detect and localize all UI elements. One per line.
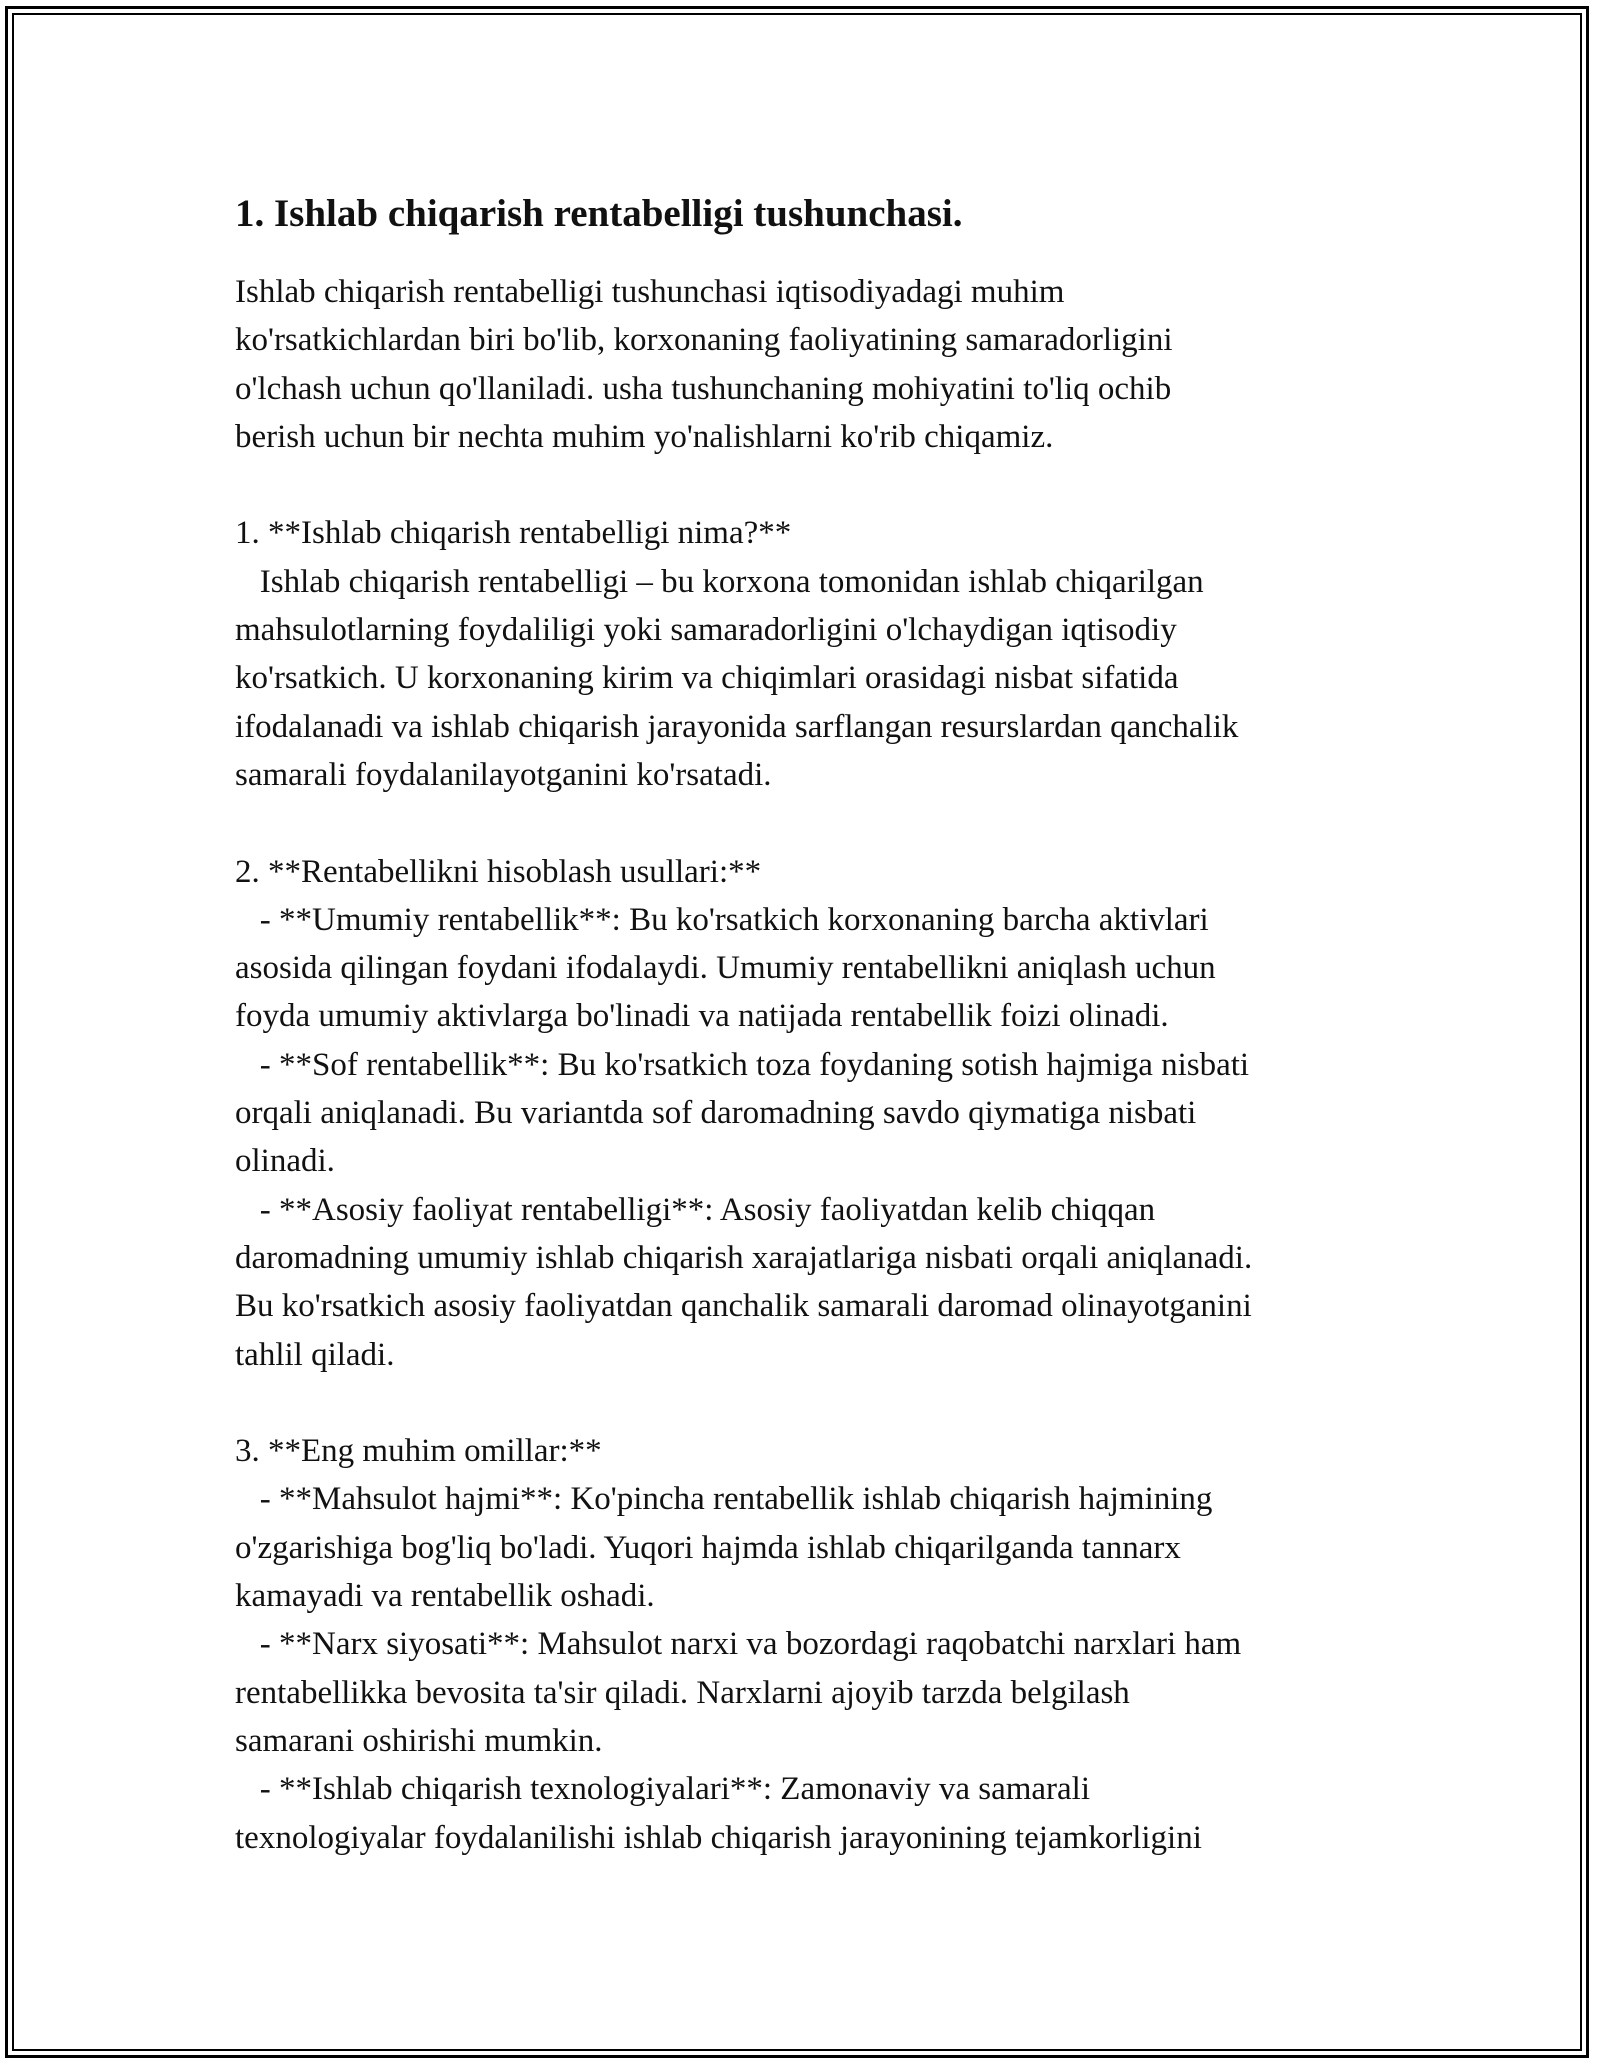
text-line: Ishlab chiqarish rentabelligi – bu korxona tomonidan ishlab chiqarilgan: [235, 563, 1204, 600]
text-line: ifodalanadi va ishlab chiqarish jarayonida sarflangan resurslardan qanchalik: [235, 708, 1239, 745]
text-line: tahlil qiladi.: [235, 1336, 395, 1373]
text-line: samarali foydalanilayotganini ko'rsatadi.: [235, 756, 772, 793]
text-line: - **Asosiy faoliyat rentabelligi**: Asosiy faoliyatdan kelib chiqqan: [235, 1191, 1156, 1228]
document-heading: 1. Ishlab chiqarish rentabelligi tushunchasi.: [235, 192, 963, 235]
text-line: asosida qilingan foydani ifodalaydi. Umumiy rentabellikni aniqlash uchun: [235, 950, 1216, 987]
text-line: o'zgarishiga bog'liq bo'ladi. Yuqori hajmda ishlab chiqarilganda tannarx: [235, 1529, 1181, 1566]
blank-line: [235, 1379, 1375, 1427]
text-line: mahsulotlarning foydaliligi yoki samaradorligini o'lchaydigan iqtisodiy: [235, 612, 1177, 649]
text-line: samarani oshirishi mumkin.: [235, 1722, 603, 1759]
document-text: [235, 268, 1375, 1862]
text-line: orqali aniqlanadi. Bu variantda sof daromadning savdo qiymatiga nisbati: [235, 1095, 1197, 1132]
text-line: - **Umumiy rentabellik**: Bu ko'rsatkich korxonaning barcha aktivlari: [235, 901, 1209, 938]
document-body: [235, 186, 1375, 1862]
text-line: - **Mahsulot hajmi**: Ko'pincha rentabellik ishlab chiqarish hajmining: [235, 1481, 1213, 1518]
text-line: kamayadi va rentabellik oshadi.: [235, 1578, 655, 1615]
text-line: 1. **Ishlab chiqarish rentabelligi nima?**: [235, 515, 792, 552]
text-line: rentabellikka bevosita ta'sir qiladi. Narxlarni ajoyib tarzda belgilash: [235, 1674, 1130, 1711]
text-line: Bu ko'rsatkich asosiy faoliyatdan qanchalik samarali daromad olinayotganini: [235, 1288, 1252, 1325]
text-line: daromadning umumiy ishlab chiqarish xarajatlariga nisbati orqali aniqlanadi.: [235, 1239, 1253, 1276]
text-line: ko'rsatkichlardan biri bo'lib, korxonaning faoliyatining samaradorligini: [235, 322, 1173, 359]
text-line: - **Ishlab chiqarish texnologiyalari**: Zamonaviy va samarali: [235, 1771, 1091, 1808]
text-line: Ishlab chiqarish rentabelligi tushunchasi iqtisodiyadagi muhim: [235, 274, 1065, 310]
text-line: - **Narx siyosati**: Mahsulot narxi va bozordagi raqobatchi narxlari ham: [235, 1626, 1242, 1663]
blank-line: [235, 799, 1375, 847]
text-line: 2. **Rentabellikni hisoblash usullari:**: [235, 853, 762, 890]
blank-line: [235, 461, 1375, 509]
text-line: berish uchun bir nechta muhim yo'nalishlarni ko'rib chiqamiz.: [235, 418, 1054, 455]
text-line: olinadi.: [235, 1143, 335, 1180]
text-line: 3. **Eng muhim omillar:**: [235, 1433, 602, 1470]
text-line: ko'rsatkich. U korxonaning kirim va chiqimlari orasidagi nisbat sifatida: [235, 660, 1179, 697]
text-line: foyda umumiy aktivlarga bo'linadi va natijada rentabellik foizi olinadi.: [235, 998, 1169, 1035]
text-line: texnologiyalar foydalanilishi ishlab chiqarish jarayonining tejamkorligini: [235, 1819, 1202, 1856]
text-line: - **Sof rentabellik**: Bu ko'rsatkich toza foydaning sotish hajmiga nisbati: [235, 1046, 1250, 1083]
text-line: o'lchash uchun qo'llaniladi. usha tushunchaning mohiyatini to'liq ochib: [235, 370, 1172, 407]
